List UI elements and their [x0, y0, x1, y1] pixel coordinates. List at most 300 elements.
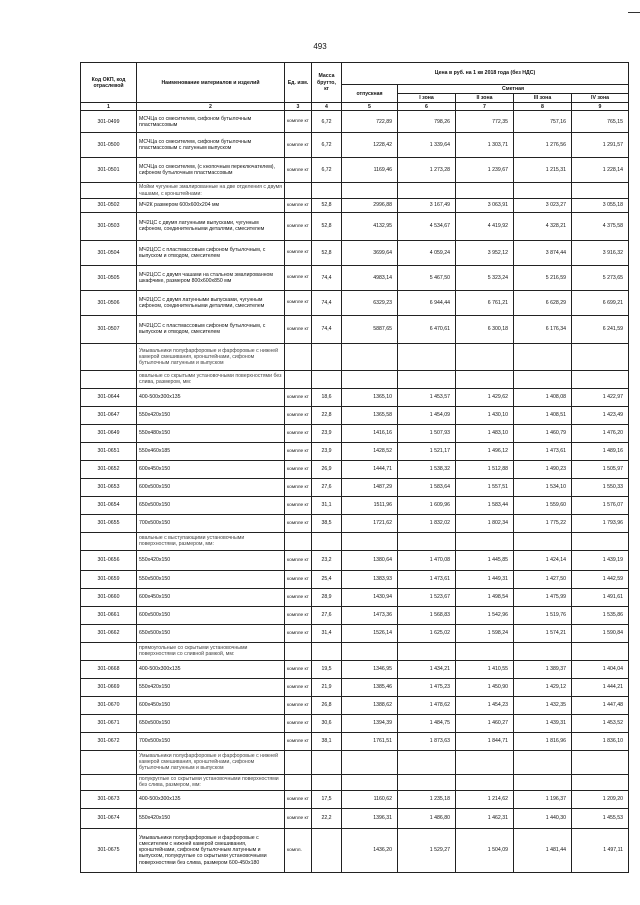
cell-zone-2: 1 429,62	[456, 388, 514, 406]
cell-zone-4: 1 423,49	[572, 406, 629, 424]
cell-zone-3: 5 216,59	[514, 265, 572, 290]
cell-zone-2: 1 214,62	[456, 790, 514, 808]
cell-code: 301-0670	[81, 696, 137, 714]
cell-release-price: 1385,46	[342, 678, 398, 696]
price-table	[80, 62, 629, 873]
cell-zone-2	[456, 370, 514, 388]
cell-mass: 23,9	[312, 442, 342, 460]
cell-zone-1: 1 529,27	[398, 828, 456, 872]
cell-release-price: 1761,51	[342, 732, 398, 750]
cell-code: 301-0661	[81, 606, 137, 624]
cell-name: овальные со скрытыми установочными поверхностями без слива, размером, мм:	[137, 370, 285, 388]
cell-name: 650х500х150	[137, 714, 285, 732]
cell-zone-2: 1 844,71	[456, 732, 514, 750]
cell-mass	[312, 532, 342, 550]
cell-mass: 27,6	[312, 606, 342, 624]
cell-release-price	[342, 183, 398, 198]
cell-zone-3: 1 215,31	[514, 158, 572, 183]
table-row	[81, 388, 629, 406]
cell-unit: компле кт	[285, 424, 312, 442]
cell-name: прямоугольные со скрытыми установочными поверхностями со сливной рамкой, мм:	[137, 642, 285, 660]
cell-zone-2: 1 303,71	[456, 133, 514, 158]
cell-release-price: 1169,46	[342, 158, 398, 183]
cell-zone-2: 4 419,92	[456, 212, 514, 240]
cell-name: 550х420х150	[137, 406, 285, 424]
cell-unit: компле кт	[285, 133, 312, 158]
cell-zone-2: 3 063,91	[456, 198, 514, 212]
cell-zone-1: 1 434,21	[398, 660, 456, 678]
cell-zone-1: 6 944,44	[398, 290, 456, 315]
cell-name: МЧ2К размером 600х600х204 мм	[137, 198, 285, 212]
cell-zone-3: 1 775,22	[514, 514, 572, 532]
table-row	[81, 808, 629, 828]
cell-name: 400-500х300х135	[137, 388, 285, 406]
cell-code: 301-0507	[81, 315, 137, 343]
cell-release-price: 5887,65	[342, 315, 398, 343]
cell-unit: компле кт	[285, 460, 312, 478]
cell-code: 301-0660	[81, 588, 137, 606]
cell-name: Умывальники полуфарфоровые и фарфоровые с нижней камерой смешивания, кронштейнами, сифоном бутылочным латунным и выпуском	[137, 343, 285, 370]
header-name: Наименование материалов и изделий	[137, 63, 285, 103]
cell-name: Умывальники полуфарфоровые и фарфоровые с смесителем с нижней камерой смешивания, кронштейнами, сифоном бутылочным латунным и выпуском, полукруглые со скрытыми установочными поверхностями без слива, размером 600-450х180	[137, 828, 285, 872]
cell-zone-1: 1 832,02	[398, 514, 456, 532]
cell-zone-4: 1 209,20	[572, 790, 629, 808]
cell-code	[81, 642, 137, 660]
cell-mass: 17,5	[312, 790, 342, 808]
cell-zone-1: 1 507,93	[398, 424, 456, 442]
cell-zone-2: 1 512,88	[456, 460, 514, 478]
cell-zone-4: 1 505,97	[572, 460, 629, 478]
cell-zone-1: 1 470,08	[398, 550, 456, 570]
table-row	[81, 290, 629, 315]
header-zone-2: II зона	[456, 94, 514, 103]
cell-zone-1: 1 453,57	[398, 388, 456, 406]
table-row	[81, 158, 629, 183]
cell-mass: 6,72	[312, 133, 342, 158]
cell-zone-2	[456, 532, 514, 550]
cell-zone-2: 1 450,90	[456, 678, 514, 696]
cell-zone-1: 1 478,62	[398, 696, 456, 714]
cell-zone-3: 1 559,60	[514, 496, 572, 514]
cell-name: 550х500х150	[137, 570, 285, 588]
cell-zone-3: 1 481,44	[514, 828, 572, 872]
cell-zone-3: 4 328,21	[514, 212, 572, 240]
column-number: 4	[312, 103, 342, 111]
cell-mass: 22,8	[312, 406, 342, 424]
section-note-row	[81, 532, 629, 550]
cell-zone-4	[572, 642, 629, 660]
cell-zone-4: 5 273,65	[572, 265, 629, 290]
column-number: 1	[81, 103, 137, 111]
cell-unit	[285, 532, 312, 550]
cell-mass: 26,9	[312, 460, 342, 478]
cell-code	[81, 370, 137, 388]
cell-release-price	[342, 774, 398, 790]
cell-zone-1: 3 167,49	[398, 198, 456, 212]
cell-unit	[285, 343, 312, 370]
cell-release-price: 1365,10	[342, 388, 398, 406]
cell-name: 400-500х300х135	[137, 660, 285, 678]
column-number: 2	[137, 103, 285, 111]
cell-code: 301-0500	[81, 133, 137, 158]
section-note-row	[81, 642, 629, 660]
cell-zone-2: 6 300,18	[456, 315, 514, 343]
cell-zone-1	[398, 532, 456, 550]
cell-zone-3: 1 475,99	[514, 588, 572, 606]
cell-zone-3: 1 460,79	[514, 424, 572, 442]
cell-unit: компл.	[285, 828, 312, 872]
cell-release-price: 1228,42	[342, 133, 398, 158]
cell-mass: 18,6	[312, 388, 342, 406]
cell-zone-3: 1 432,35	[514, 696, 572, 714]
cell-unit	[285, 370, 312, 388]
cell-zone-1: 798,26	[398, 111, 456, 133]
cell-mass: 74,4	[312, 290, 342, 315]
cell-name: 550х480х150	[137, 424, 285, 442]
cell-release-price: 6329,23	[342, 290, 398, 315]
cell-zone-3: 1 196,37	[514, 790, 572, 808]
cell-unit: компле кт	[285, 570, 312, 588]
table-row	[81, 550, 629, 570]
column-number: 7	[456, 103, 514, 111]
cell-code: 301-0674	[81, 808, 137, 828]
cell-code: 301-0502	[81, 198, 137, 212]
cell-zone-4	[572, 532, 629, 550]
cell-zone-2: 772,35	[456, 111, 514, 133]
table-row	[81, 790, 629, 808]
header-unit: Ед. изм.	[285, 63, 312, 103]
table-row	[81, 624, 629, 642]
cell-zone-4: 1 836,10	[572, 732, 629, 750]
cell-mass	[312, 828, 342, 872]
cell-zone-1: 1 625,02	[398, 624, 456, 642]
cell-mass: 23,9	[312, 424, 342, 442]
cell-mass	[312, 183, 342, 198]
cell-zone-1: 5 467,50	[398, 265, 456, 290]
cell-zone-2: 1 462,31	[456, 808, 514, 828]
cell-unit: компле кт	[285, 714, 312, 732]
cell-name: МСЧЦа со смесителем, сифоном бутылочным пластмассовым с латунным выпуском	[137, 133, 285, 158]
cell-zone-1	[398, 642, 456, 660]
cell-mass: 25,4	[312, 570, 342, 588]
cell-zone-2: 1 445,85	[456, 550, 514, 570]
cell-zone-3: 1 534,10	[514, 478, 572, 496]
cell-zone-2: 1 430,10	[456, 406, 514, 424]
cell-name: Мойки чугунные эмалированные на две отделения с двумя чашами, с кронштейнами:	[137, 183, 285, 198]
cell-zone-2: 1 410,55	[456, 660, 514, 678]
cell-mass: 23,2	[312, 550, 342, 570]
cell-zone-4: 1 590,84	[572, 624, 629, 642]
cell-code	[81, 343, 137, 370]
cell-zone-2	[456, 774, 514, 790]
cell-zone-2: 1 557,51	[456, 478, 514, 496]
cell-unit: компле кт	[285, 678, 312, 696]
cell-name: 700х500х150	[137, 514, 285, 532]
cell-unit: компле кт	[285, 606, 312, 624]
cell-zone-1: 1 873,63	[398, 732, 456, 750]
cell-name: МЧ2ЦСС с двумя чашами на стальном эмалированном шкафчике, размером 800х600х850 мм	[137, 265, 285, 290]
cell-zone-3: 1 490,23	[514, 460, 572, 478]
cell-code: 301-0669	[81, 678, 137, 696]
section-note-row	[81, 750, 629, 774]
cell-zone-3: 1 427,50	[514, 570, 572, 588]
cell-zone-3: 1 473,61	[514, 442, 572, 460]
table-row	[81, 496, 629, 514]
table-row	[81, 133, 629, 158]
cell-unit: компле кт	[285, 808, 312, 828]
header-estimate: Сметная	[398, 85, 629, 94]
cell-name: МЧ2ЦС с двумя латунными выпусками, чугунным сифоном, соединительными деталями, смесителем	[137, 212, 285, 240]
cell-code	[81, 183, 137, 198]
table-row	[81, 696, 629, 714]
cell-zone-3: 6 628,29	[514, 290, 572, 315]
cell-zone-1: 1 475,23	[398, 678, 456, 696]
cell-release-price: 1394,39	[342, 714, 398, 732]
cell-code: 301-0653	[81, 478, 137, 496]
cell-mass	[312, 774, 342, 790]
cell-code: 301-0672	[81, 732, 137, 750]
cell-release-price	[342, 343, 398, 370]
table-body	[81, 111, 629, 872]
cell-unit	[285, 183, 312, 198]
cell-zone-1: 4 534,67	[398, 212, 456, 240]
cell-release-price: 4132,95	[342, 212, 398, 240]
table-row	[81, 111, 629, 133]
cell-zone-4: 765,15	[572, 111, 629, 133]
cell-zone-2: 6 761,21	[456, 290, 514, 315]
cell-code: 301-0673	[81, 790, 137, 808]
cell-name: 600х450х150	[137, 460, 285, 478]
table-row	[81, 240, 629, 265]
cell-release-price	[342, 532, 398, 550]
table-row	[81, 315, 629, 343]
cell-zone-1: 1 583,64	[398, 478, 456, 496]
cell-mass: 38,5	[312, 514, 342, 532]
cell-zone-1: 1 484,75	[398, 714, 456, 732]
cell-zone-3: 757,16	[514, 111, 572, 133]
cell-zone-4: 1 550,33	[572, 478, 629, 496]
cell-zone-4: 1 576,07	[572, 496, 629, 514]
cell-unit: компле кт	[285, 790, 312, 808]
cell-zone-1	[398, 370, 456, 388]
cell-code: 301-0649	[81, 424, 137, 442]
cell-name: 400-500х300х135	[137, 790, 285, 808]
cell-code: 301-0662	[81, 624, 137, 642]
cell-name: 550х460х185	[137, 442, 285, 460]
table-row	[81, 265, 629, 290]
cell-code: 301-0505	[81, 265, 137, 290]
cell-unit: компле кт	[285, 732, 312, 750]
cell-zone-2	[456, 750, 514, 774]
cell-mass: 22,2	[312, 808, 342, 828]
cell-zone-4: 1 447,48	[572, 696, 629, 714]
cell-name: овальные с выступающими установочными поверхностями, размером, мм:	[137, 532, 285, 550]
cell-mass: 6,72	[312, 111, 342, 133]
cell-unit: компле кт	[285, 696, 312, 714]
cell-zone-4: 4 375,58	[572, 212, 629, 240]
table-row	[81, 570, 629, 588]
cell-zone-2: 5 323,24	[456, 265, 514, 290]
section-note-row	[81, 774, 629, 790]
cell-zone-1: 1 523,67	[398, 588, 456, 606]
cell-name: МСЧЦа со смесителем, (с кнопочным переключателем), сифоном бутылочным пластмассовым	[137, 158, 285, 183]
cell-release-price: 1511,96	[342, 496, 398, 514]
cell-zone-4	[572, 750, 629, 774]
cell-code	[81, 750, 137, 774]
cell-zone-1: 4 059,24	[398, 240, 456, 265]
table-row	[81, 660, 629, 678]
cell-release-price: 1444,71	[342, 460, 398, 478]
header-zone-3: III зона	[514, 94, 572, 103]
table-row	[81, 678, 629, 696]
column-number: 3	[285, 103, 312, 111]
page-number: 493	[313, 42, 327, 51]
header-release-price: отпускная	[342, 85, 398, 103]
cell-release-price: 1365,58	[342, 406, 398, 424]
cell-zone-4: 3 055,18	[572, 198, 629, 212]
cell-zone-4: 1 535,86	[572, 606, 629, 624]
cell-mass: 38,1	[312, 732, 342, 750]
cell-name: МЧ2ЦСС с пластмассовым сифоном бутылочным, с выпуском и отводом, смесителем	[137, 315, 285, 343]
cell-zone-2: 1 496,12	[456, 442, 514, 460]
cell-release-price: 1436,20	[342, 828, 398, 872]
cell-zone-2	[456, 642, 514, 660]
cell-zone-3: 3 874,44	[514, 240, 572, 265]
cell-zone-4: 1 439,19	[572, 550, 629, 570]
cell-release-price: 3699,64	[342, 240, 398, 265]
cell-mass	[312, 370, 342, 388]
cell-zone-4	[572, 774, 629, 790]
table-row	[81, 460, 629, 478]
cell-zone-3: 1 389,37	[514, 660, 572, 678]
table-row	[81, 198, 629, 212]
cell-zone-3: 1 424,14	[514, 550, 572, 570]
cell-name: 550х420х150	[137, 808, 285, 828]
cell-unit: компле кт	[285, 514, 312, 532]
cell-release-price: 1160,62	[342, 790, 398, 808]
cell-zone-4: 1 291,57	[572, 133, 629, 158]
cell-mass: 30,6	[312, 714, 342, 732]
cell-name: МЧ2ЦСС с пластмассовым сифоном бутылочным, с выпуском и отводом, смесителем	[137, 240, 285, 265]
cell-zone-2: 1 542,96	[456, 606, 514, 624]
table-row	[81, 478, 629, 496]
table-header	[81, 63, 629, 111]
cell-zone-4: 1 444,21	[572, 678, 629, 696]
cell-release-price: 2996,88	[342, 198, 398, 212]
cell-code: 301-0668	[81, 660, 137, 678]
cell-zone-3: 1 276,56	[514, 133, 572, 158]
table-row	[81, 442, 629, 460]
cell-mass: 74,4	[312, 315, 342, 343]
cell-mass: 52,8	[312, 240, 342, 265]
cell-unit: компле кт	[285, 406, 312, 424]
cell-zone-2: 1 454,23	[456, 696, 514, 714]
column-number: 8	[514, 103, 572, 111]
cell-mass	[312, 642, 342, 660]
cell-zone-2	[456, 183, 514, 198]
cell-zone-4: 6 241,59	[572, 315, 629, 343]
cell-zone-4: 1 491,61	[572, 588, 629, 606]
section-note-row	[81, 183, 629, 198]
cell-release-price: 1473,36	[342, 606, 398, 624]
cell-zone-2: 1 598,24	[456, 624, 514, 642]
cell-name: 650х500х150	[137, 624, 285, 642]
cell-zone-1: 1 521,17	[398, 442, 456, 460]
cell-mass: 52,8	[312, 198, 342, 212]
cell-name: Умывальники полуфарфоровые и фарфоровые с нижней камерой смешивания, кронштейнами, сифоном бутылочным латунным и выпуском	[137, 750, 285, 774]
cell-zone-1: 1 339,64	[398, 133, 456, 158]
cell-mass: 74,4	[312, 265, 342, 290]
cell-zone-1: 1 235,18	[398, 790, 456, 808]
cell-release-price: 1721,62	[342, 514, 398, 532]
cell-mass: 28,9	[312, 588, 342, 606]
table-row	[81, 514, 629, 532]
cell-zone-1	[398, 183, 456, 198]
cell-name: 600х450х150	[137, 588, 285, 606]
cell-unit: компле кт	[285, 198, 312, 212]
cell-zone-4: 1 476,20	[572, 424, 629, 442]
column-number-row	[81, 103, 629, 111]
header-zone-1: I зона	[398, 94, 456, 103]
cell-unit: компле кт	[285, 588, 312, 606]
cell-name: МСЧЦа со смесителем, сифоном бутылочным пластмассовым	[137, 111, 285, 133]
cell-name: МЧ2ЦСС с двумя латунными выпусками, чугунным сифоном, соединительными деталями, смесителем	[137, 290, 285, 315]
cell-code: 301-0499	[81, 111, 137, 133]
cell-code: 301-0652	[81, 460, 137, 478]
price-table-container	[80, 62, 628, 873]
cell-zone-4: 6 699,21	[572, 290, 629, 315]
cell-zone-1: 1 568,83	[398, 606, 456, 624]
cell-zone-2: 1 460,27	[456, 714, 514, 732]
cell-code: 301-0671	[81, 714, 137, 732]
cell-zone-3	[514, 642, 572, 660]
cell-zone-3	[514, 343, 572, 370]
cell-unit: компле кт	[285, 240, 312, 265]
cell-zone-2: 1 239,67	[456, 158, 514, 183]
cell-zone-4: 1 422,97	[572, 388, 629, 406]
cell-code	[81, 532, 137, 550]
table-row	[81, 212, 629, 240]
cell-unit: компле кт	[285, 550, 312, 570]
cell-zone-4: 1 404,04	[572, 660, 629, 678]
cell-unit: компле кт	[285, 158, 312, 183]
cell-name: 600х500х150	[137, 478, 285, 496]
cell-release-price	[342, 750, 398, 774]
cell-zone-2: 3 952,12	[456, 240, 514, 265]
section-note-row	[81, 343, 629, 370]
cell-zone-4	[572, 183, 629, 198]
cell-name: 650х500х150	[137, 496, 285, 514]
cell-zone-1	[398, 774, 456, 790]
cell-mass: 31,4	[312, 624, 342, 642]
cell-zone-3	[514, 750, 572, 774]
column-number: 9	[572, 103, 629, 111]
cell-release-price: 1380,64	[342, 550, 398, 570]
cell-zone-3: 1 519,76	[514, 606, 572, 624]
cell-unit: компле кт	[285, 624, 312, 642]
cell-zone-2: 1 583,44	[456, 496, 514, 514]
cell-unit: компле кт	[285, 111, 312, 133]
cell-mass: 52,8	[312, 212, 342, 240]
table-row	[81, 828, 629, 872]
cell-release-price: 722,89	[342, 111, 398, 133]
cell-release-price: 1416,16	[342, 424, 398, 442]
cell-zone-1: 6 470,61	[398, 315, 456, 343]
cell-zone-3: 1 574,21	[514, 624, 572, 642]
cell-name: 550х420х150	[137, 678, 285, 696]
cell-zone-3: 6 176,34	[514, 315, 572, 343]
cell-release-price: 1428,52	[342, 442, 398, 460]
